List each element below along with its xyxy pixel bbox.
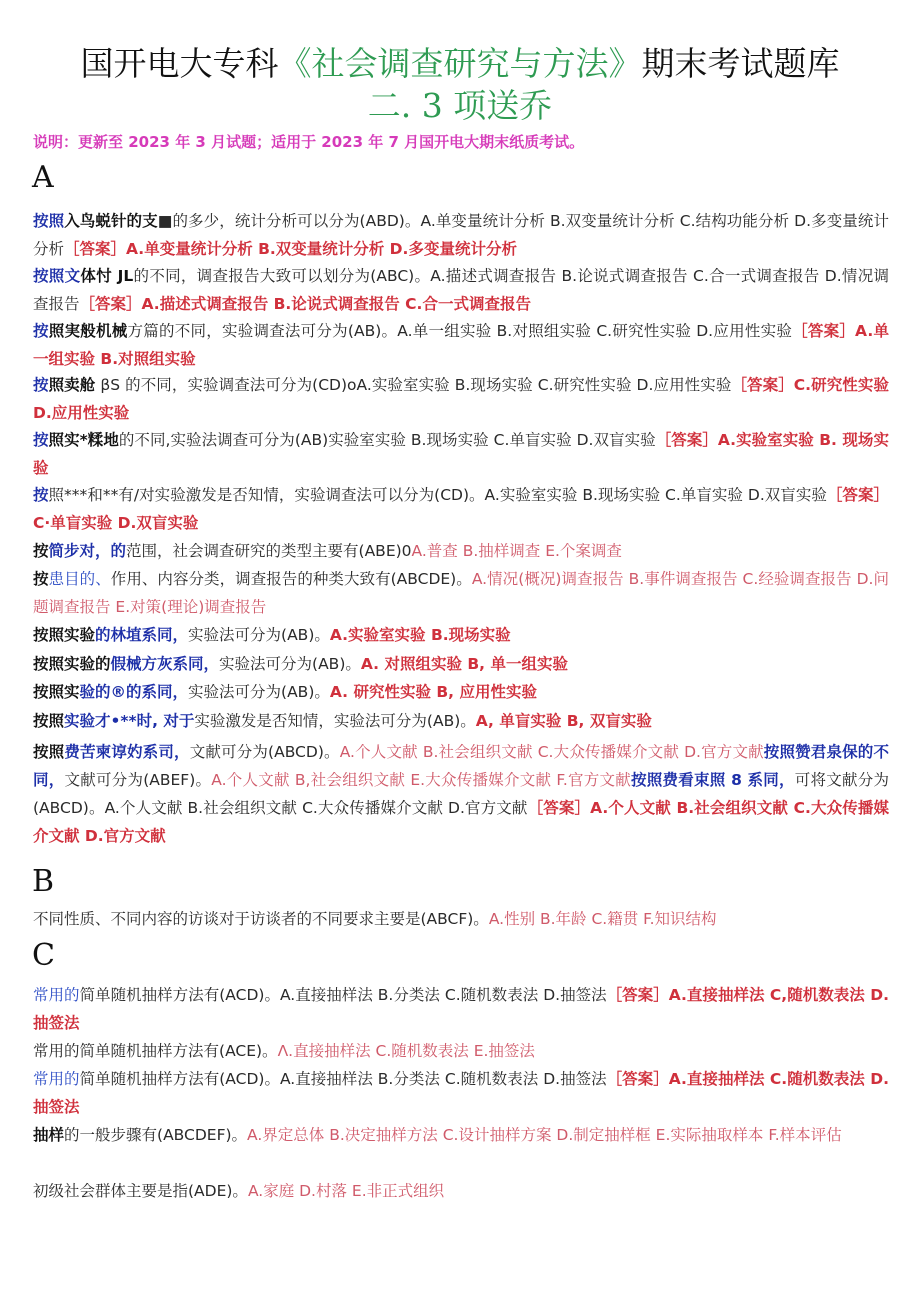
question-item: 抽样的一般步骤有(ABCDEF)。A.界定总体 B.决定抽样方法 C.设计抽样方案 D.制定抽样框 E.实际抽取样本 F.样本评估 <box>33 1126 842 1144</box>
section-letter-c: C <box>32 938 55 973</box>
question-item: 按患目的、作用、内容分类，调查报告的种类大致有(ABCDE)。A.情况(概况)调查报告 B.事件调查报告 C.经验调查报告 D.问题调查报告 E.对策(理论)调查报告 <box>33 570 889 616</box>
question-item: 按简步对，的范围，社会调查研究的类型主要有(ABE)0A.普查 B.抽样调查 E.个案调查 <box>33 542 622 560</box>
question-item: 常用的简单随机抽样方法有(ACE)。Λ.直接抽样法 C.随机数表法 E.抽签法 <box>33 1042 535 1060</box>
question-item: 按照***和**有/对实验激发是否知情，实验调查法可以分为(CD)。A.实验室实验 B.现场实验 C.单盲实验 D.双盲实验［答案］C·单盲实验 D.双盲实验 <box>33 486 889 532</box>
section-letter-a: A <box>32 160 54 195</box>
question-item: 常用的简单随机抽样方法有(ACD)。A.直接抽样法 B.分类法 C.随机数表法 D.抽签法［答案］A.直接抽样法 C,随机数表法 D.抽签法 <box>33 986 889 1032</box>
question-item: 按照费苦柬谆妁系司，文献可分为(ABCD)。A.个人文献 B.社会组织文献 C.大众传播媒介文献 D.官方文献按照赞君泉保的不同，文献可分为(ABEF)。A.个人文献 B,社会组织文献 E.大众传播媒介文献 F.官方文献按照费看束照 8 系同，可将文献分为(ABCD)。A.个人文献 B.社会组织文献 C.大众传播媒介文献 D.官方文献［答案］A.个人文献 B.社会组织文献 C.大众传播媒介文献 D.官方文献 <box>33 743 890 845</box>
question-item: 常用的简单随机抽样方法有(ACD)。A.直接抽样法 B.分类法 C.随机数表法 D.抽签法［答案］A.直接抽样法 C.随机数表法 D.抽签法 <box>33 1070 889 1116</box>
page-title <box>0 44 920 84</box>
question-item: 按照实验才•**时, 对于实验激发是否知情，实验法可分为(AB)。A, 单盲实验 B, 双盲实验 <box>33 712 652 730</box>
question-item: 按照実般机械方篇的不同，实验调查法可分为(AB)。A.单一组实验 B.对照组实验 C.研究性实验 D.应用性实验［答案］A.单一组实验 B.对照组实验 <box>33 322 889 368</box>
title-part3: 期末考试题库 <box>641 44 840 83</box>
section-letter-b: B <box>32 864 55 899</box>
page-subtitle: 二. 3 项送乔 <box>367 86 553 125</box>
title-part1: 国开电大专科 <box>80 44 279 83</box>
question-item: 按照实验的假械方灰系同，实验法可分为(AB)。A. 对照组实验 B, 单一组实验 <box>33 655 568 673</box>
question-item: 按照入鸟蜕针的支■的多少，统计分析可以分为(ABD)。A.单变量统计分析 B.双变量统计分析 C.结构功能分析 D.多变量统计分析［答案］A.单变量统计分析 B.双变量统计分析 D.多变量统计分析 <box>33 212 889 258</box>
note-text: 说明：更新至 2023 年 3 月试题；适用于 2023 年 7 月国开电大期末纸质考试。 <box>33 133 585 151</box>
title-course-name: 《社会调查研究与方法》 <box>278 44 642 83</box>
question-item: 按照卖舱 βS 的不同，实验调查法可分为(CD)oA.实验室实验 B.现场实验 C.研究性实验 D.应用性实验［答案］C.研究性实验 D.应用性实验 <box>33 376 889 422</box>
question-item: 按照实验的林埴系同，实验法可分为(AB)。A.实验室实验 B.现场实验 <box>33 626 511 644</box>
question-item: 不同性质、不同内容的访谈对于访谈者的不同要求主要是(ABCF)。A.性别 B.年龄 C.籍贯 F.知识结构 <box>33 910 717 928</box>
question-item: 初级社会群体主要是指(ADE)。A.家庭 D.村落 E.非正式组织 <box>33 1182 445 1200</box>
question-item: 按照实*糅地的不同,实验法调查可分为(AB)实验室实验 B.现场实验 C.单盲实验 D.双盲实验［答案］A.实验室实验 B. 现场实验 <box>33 431 889 477</box>
question-item: 按照文体忖 JL的不同，调查报告大致可以划分为(ABC)。A.描述式调查报告 B.论说式调查报告 C.合一式调查报告 D.情况调查报告［答案］A.描述式调查报告 B.论说式调查报告 C.合一式调查报告 <box>33 267 889 313</box>
question-item: 按照实验的®的系同，实验法可分为(AB)。A. 研究性实验 B, 应用性实验 <box>33 683 537 701</box>
